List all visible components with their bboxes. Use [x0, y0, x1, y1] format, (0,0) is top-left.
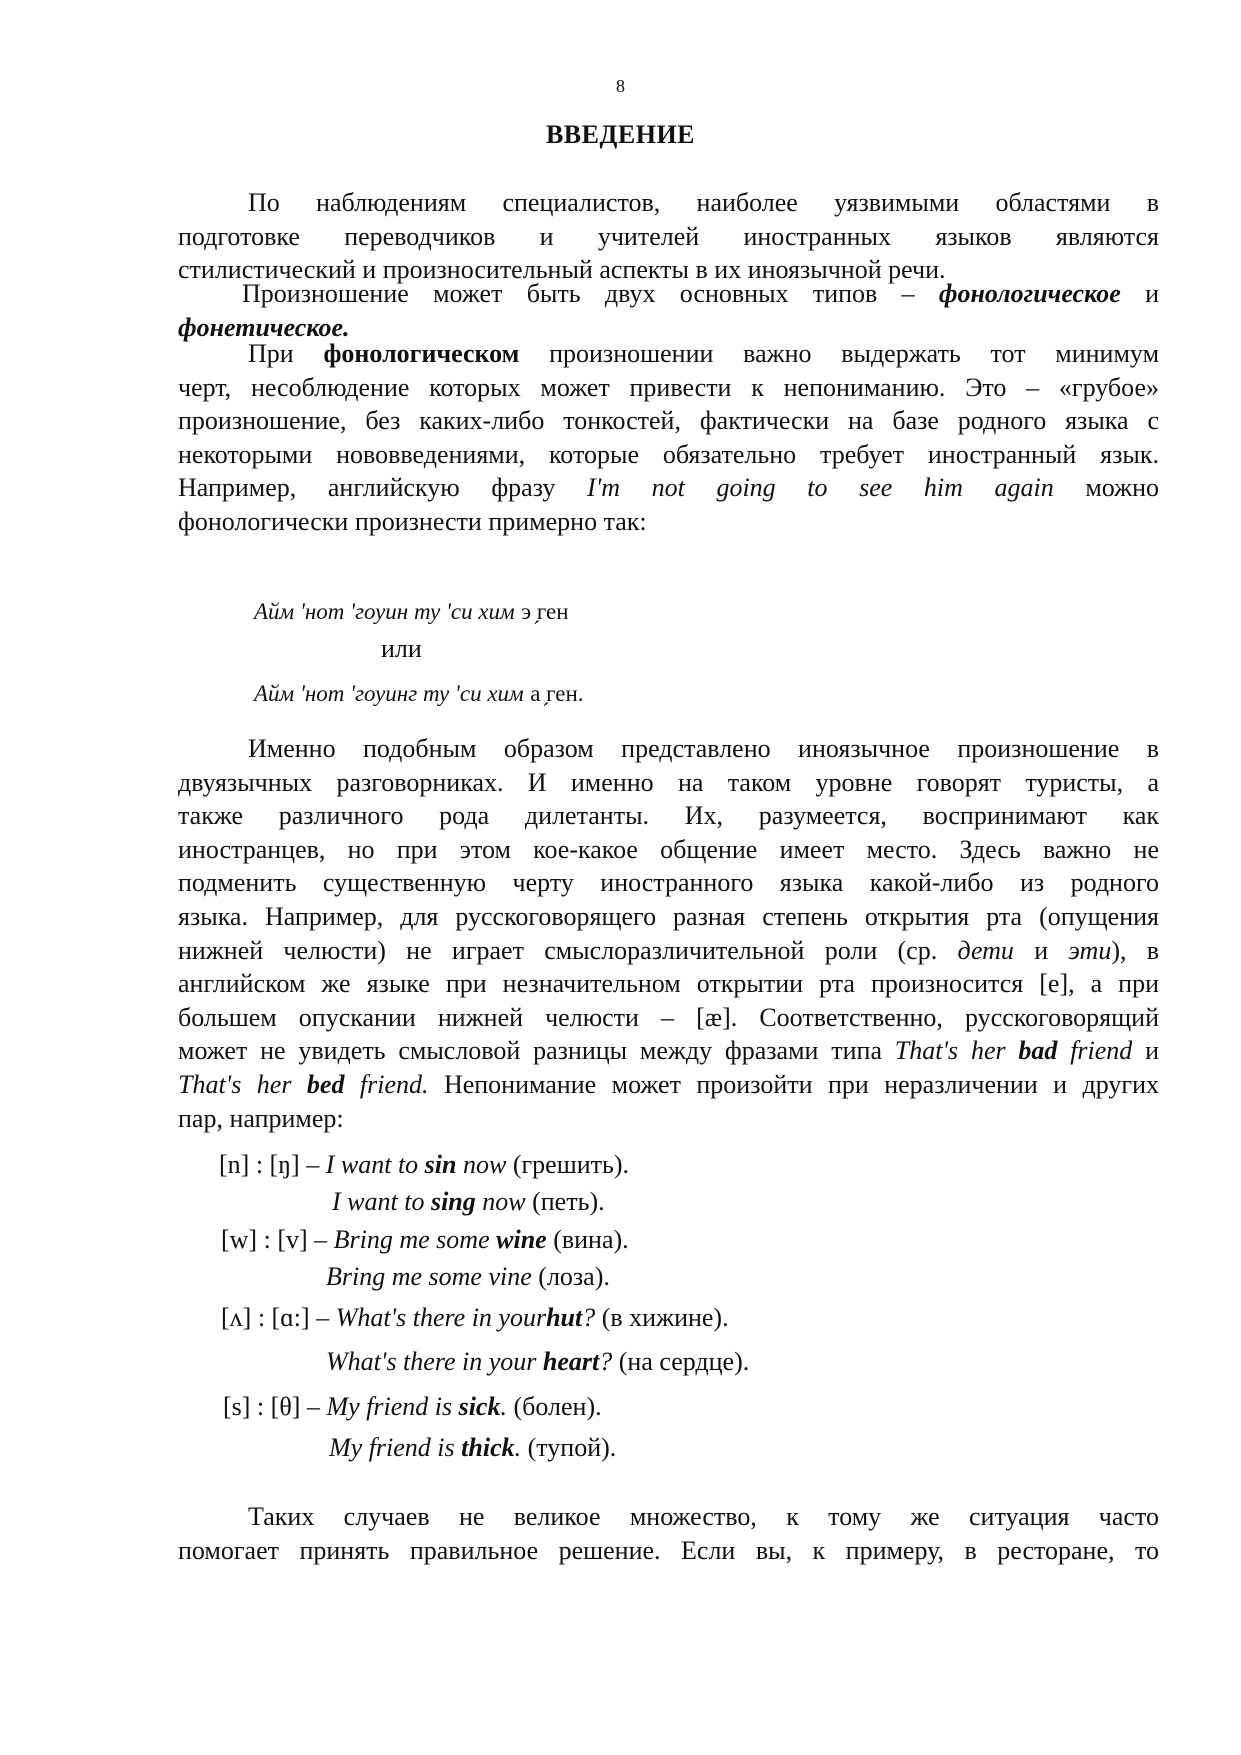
phoneme-pair: [w] : [v] –	[221, 1225, 328, 1254]
p4-line-12: пар, например:	[178, 1103, 344, 1133]
p4-line10-a: может не увидеть смысловой разницы между фразами типа	[178, 1036, 882, 1066]
example-phrase: I'm not going to see him again	[587, 473, 1054, 503]
example-bold-word: hut	[546, 1303, 583, 1332]
example-bold-word: wine	[496, 1225, 547, 1254]
example-gloss: (петь).	[532, 1187, 605, 1216]
transcription-2-tail: а ̗ген.	[530, 681, 584, 706]
p4-line-9: большем опускании нижней челюсти – [æ]. Соответственно, русскоговорящий	[178, 1002, 1159, 1032]
p1-line-1: По наблюдениям специалистов, наиболее уязвимыми областями в	[248, 188, 1159, 217]
paragraph-5	[178, 1500, 1159, 1567]
example-italic-tail: .	[514, 1433, 522, 1462]
p3-bold-term: фонологическом	[323, 339, 520, 368]
p3-line-5	[178, 471, 1159, 505]
p4-line10-italic: That's her	[894, 1036, 1006, 1066]
example-italic-tail: now	[462, 1150, 507, 1179]
example-row	[221, 1225, 629, 1255]
example-bold-word: sick	[458, 1392, 501, 1421]
p3-line-6: фонологически произнести примерно так:	[178, 506, 647, 536]
example-italic: My friend is	[329, 1433, 455, 1462]
p4-line-5: подменить существенную черту иностранного языка какой-либо из родного	[178, 868, 1159, 898]
p3-line5-tail: можно	[1085, 473, 1160, 503]
term-phonological: фонологическое	[938, 279, 1121, 308]
example-italic: What's there in your	[335, 1303, 547, 1332]
paragraph-3	[178, 337, 1159, 539]
p4-line7-b: и	[1034, 935, 1049, 965]
example-gloss: (грешить).	[512, 1150, 630, 1179]
transcription-1-tail: э ̗ген	[521, 599, 569, 624]
example-italic-tail: now	[482, 1187, 526, 1216]
p3-line-4: некоторыми нововведениями, которые обязательно требует иностранный язык.	[178, 439, 1159, 469]
phoneme-pair: [ʌ] : [ɑ:] –	[221, 1303, 330, 1332]
word-bed: bed	[306, 1069, 345, 1099]
example-gloss: (болен).	[513, 1392, 602, 1421]
example-italic: Bring me some vine	[326, 1262, 532, 1291]
example-gloss: (лоза).	[538, 1262, 610, 1291]
p3-line-3: произношение, без каких-либо тонкостей, фактически на базе родного языка с	[178, 406, 1159, 436]
p4-line-8: английском же языке при незначительном открытии рта произносится [e], а при	[178, 969, 1159, 999]
example-italic-tail: ?	[582, 1303, 596, 1332]
p4-line10-and: и	[1145, 1036, 1160, 1066]
p2-lead: Произношение может быть двух основных типов –	[242, 279, 915, 308]
p3-rest: произношении важно выдержать тот минимум	[549, 339, 1160, 368]
example-row	[219, 1150, 629, 1180]
page-number: 8	[616, 76, 625, 96]
word-deti: дети	[957, 935, 1014, 965]
p4-line11-rest: Непонимание может произойти при неразличении и других	[443, 1069, 1159, 1099]
transcription-2-italic: Айм 'нот 'гоуинг ту 'си хим	[254, 681, 524, 706]
word-eti: эти	[1068, 935, 1112, 965]
p5-line-1: Таких случаев не великое множество, к тому же ситуация часто	[248, 1502, 1159, 1531]
example-gloss: (в хижине).	[601, 1303, 729, 1332]
phoneme-pair: [s] : [θ] –	[223, 1392, 320, 1421]
p4-line-10	[178, 1034, 1159, 1068]
p3-pri: При	[248, 339, 294, 368]
example-italic-tail: .	[500, 1392, 507, 1421]
p4-line-6: языка. Например, для русскоговорящего разная степень открытия рта (опущения	[178, 901, 1159, 931]
example-row	[326, 1347, 749, 1377]
p4-line-7	[178, 934, 1159, 968]
example-bold-word: sing	[430, 1187, 476, 1216]
p4-line-4: иностранцев, но при этом кое-какое общение имеет место. Здесь важно не	[178, 834, 1159, 864]
example-italic-tail: ?	[599, 1347, 613, 1376]
transcription-1-italic: Айм 'нот 'гоуин ту 'си хим	[254, 599, 515, 624]
example-bold-word: thick	[461, 1433, 515, 1462]
p4-line7-a: нижней челюсти) не играет смыслоразличительной роли (ср.	[178, 935, 938, 965]
example-italic: My friend is	[326, 1392, 453, 1421]
p1-line-2: подготовке переводчиков и учителей иностранных языков являются	[178, 221, 1159, 251]
paragraph-2	[178, 277, 1159, 344]
transcription-2	[254, 678, 584, 708]
example-gloss: (тупой).	[527, 1433, 617, 1462]
transcription-1	[254, 596, 569, 626]
p4-line-2: двуязычных разговорниках. И именно на таком уровне говорят туристы, а	[178, 767, 1159, 797]
p4-line-11	[178, 1068, 1159, 1102]
example-italic: I want to	[332, 1187, 425, 1216]
example-row	[329, 1433, 616, 1463]
paragraph-4	[178, 732, 1159, 1135]
p4-line11-friend: friend.	[359, 1069, 429, 1099]
paragraph-1	[178, 186, 1159, 287]
example-gloss: (на сердце).	[618, 1347, 750, 1376]
example-italic: I want to	[325, 1150, 419, 1179]
p2-and: и	[1145, 279, 1159, 308]
p4-line10-friend: friend	[1070, 1036, 1133, 1066]
phoneme-pair: [n] : [ŋ] –	[219, 1150, 320, 1179]
p4-line11-italic: That's her	[178, 1069, 292, 1099]
example-row	[332, 1187, 605, 1217]
page-title: ВВЕДЕНИЕ	[545, 120, 696, 149]
p3-line-2: черт, несоблюдение которых может привести к непониманию. Это – «грубое»	[178, 372, 1159, 402]
example-bold-word: heart	[542, 1347, 600, 1376]
example-row	[326, 1262, 610, 1292]
p4-line7-c: ), в	[1111, 935, 1160, 965]
example-bold-word: sin	[424, 1150, 457, 1179]
p2-line-1	[178, 277, 1159, 311]
example-row	[223, 1392, 602, 1422]
term-phonetic: фонетическое.	[178, 312, 350, 342]
p4-line-3: также различного рода дилетанты. Их, разумеется, воспринимают как	[178, 801, 1159, 831]
p3-line-1	[178, 337, 1159, 371]
example-italic: What's there in your	[326, 1347, 537, 1376]
p4-line-1: Именно подобным образом представлено иноязычное произношение в	[248, 734, 1159, 763]
p1-line-3: стилистический и произносительный аспекты в их иноязычной речи.	[178, 255, 946, 285]
example-gloss: (вина).	[553, 1225, 629, 1254]
p3-line5-lead: Например, английскую фразу	[178, 473, 556, 503]
p5-line-2: помогает принять правильное решение. Если вы, к примеру, в ресторане, то	[178, 1535, 1159, 1565]
transcription-or: или	[381, 634, 422, 663]
word-bad: bad	[1018, 1036, 1058, 1066]
example-italic: Bring me some	[333, 1225, 490, 1254]
example-row	[221, 1303, 729, 1333]
